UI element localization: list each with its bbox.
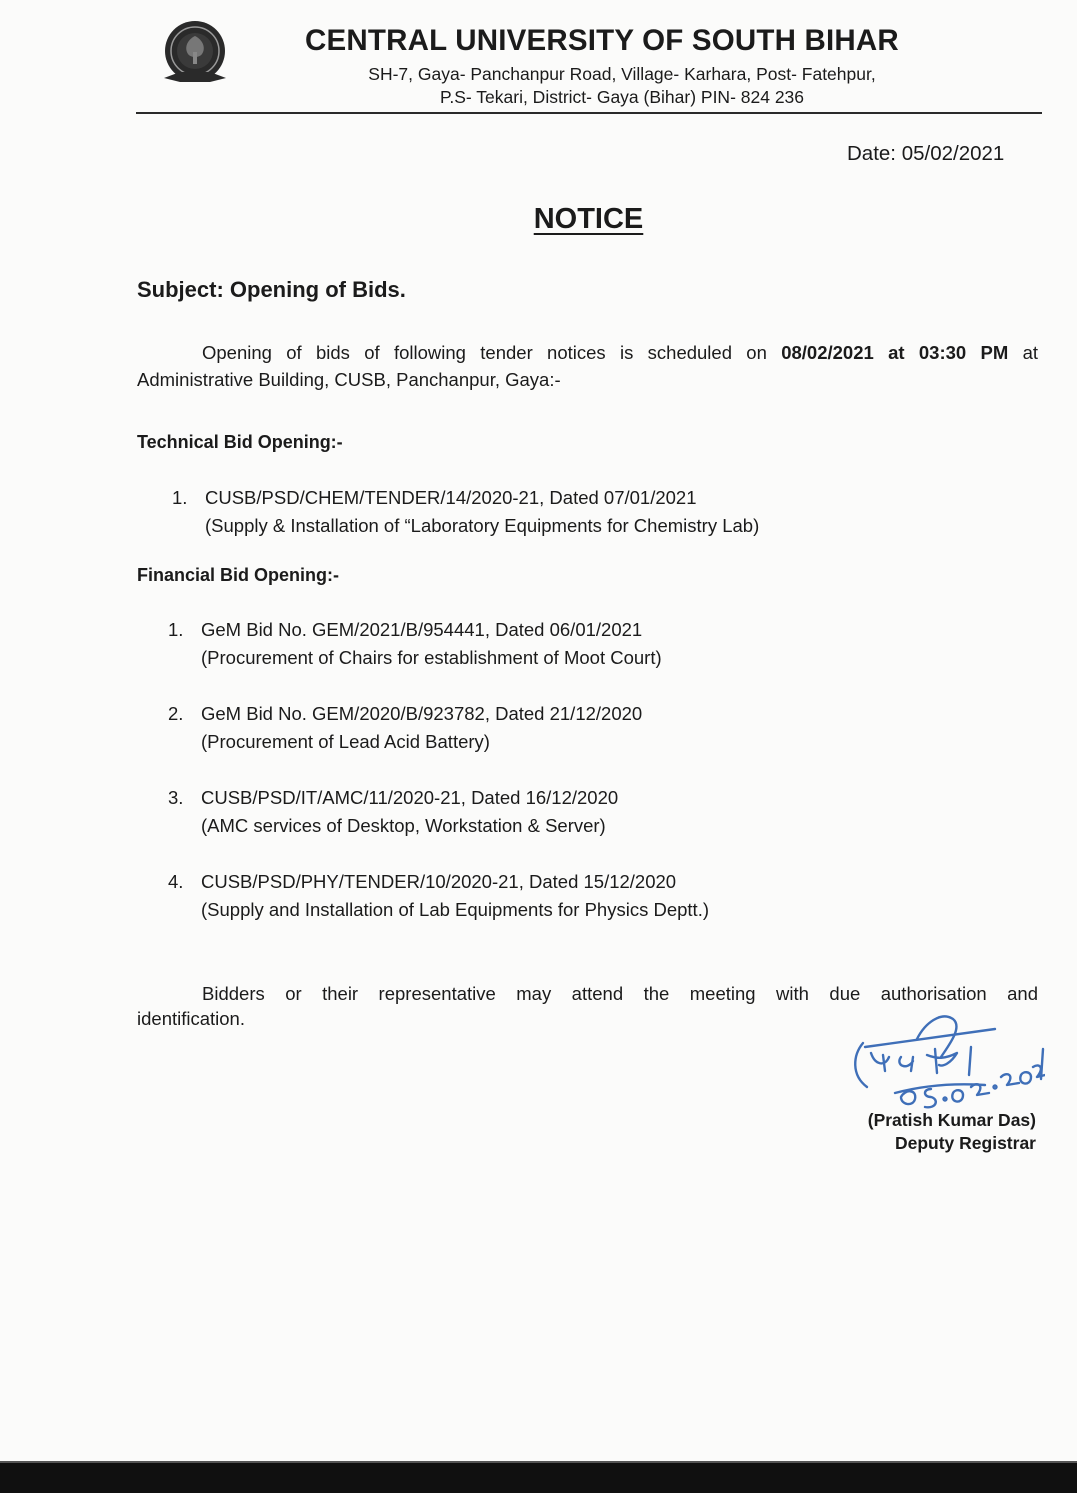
scan-edge-bar	[0, 1463, 1077, 1493]
closing-line-2: identification.	[137, 1008, 245, 1029]
intro-line-2: Administrative Building, CUSB, Panchanpur, Gaya:-	[137, 369, 561, 390]
financial-bid-heading: Financial Bid Opening:-	[137, 565, 339, 585]
item-description: (Supply and Installation of Lab Equipments for Physics Deptt.)	[201, 899, 709, 920]
notice-subject: Subject: Opening of Bids.	[137, 277, 406, 302]
item-reference: CUSB/PSD/IT/AMC/11/2020-21, Dated 16/12/2020	[201, 787, 619, 808]
intro-paragraph	[137, 340, 1038, 365]
item-number: 2.	[168, 703, 184, 724]
item-description: (Supply & Installation of “Laboratory Equipments for Chemistry Lab)	[205, 515, 760, 536]
address-line-2: P.S- Tekari, District- Gaya (Bihar) PIN- 824 236	[439, 87, 805, 107]
intro-text-after: at	[1022, 342, 1038, 363]
item-description: (AMC services of Desktop, Workstation & Server)	[201, 815, 606, 836]
technical-bid-heading: Technical Bid Opening:-	[137, 432, 343, 452]
item-number: 4.	[168, 871, 184, 892]
list-item	[168, 868, 709, 924]
item-reference: CUSB/PSD/CHEM/TENDER/14/2020-21, Dated 07/01/2021	[205, 487, 697, 508]
item-reference: GeM Bid No. GEM/2020/B/923782, Dated 21/12/2020	[201, 703, 643, 724]
item-number: 3.	[168, 787, 184, 808]
university-name: CENTRAL UNIVERSITY OF SOUTH BIHAR	[305, 24, 899, 57]
signatory-name: (Pratish Kumar Das)	[867, 1110, 1036, 1130]
university-logo	[160, 18, 230, 88]
notice-title: NOTICE	[533, 203, 644, 235]
handwritten-signature	[845, 1005, 1045, 1115]
list-item	[168, 616, 662, 672]
item-description: (Procurement of Chairs for establishment of Moot Court)	[201, 647, 662, 668]
signatory-designation: Deputy Registrar	[894, 1133, 1036, 1153]
address-line-1: SH-7, Gaya- Panchanpur Road, Village- Karhara, Post- Fatehpur,	[368, 64, 876, 84]
item-number: 1.	[168, 619, 184, 640]
list-item	[168, 700, 642, 756]
item-number: 1.	[172, 487, 188, 508]
closing-line-1: Bidders or their representative may attend the meeting with due authorisation and	[202, 983, 1038, 1004]
bid-opening-datetime: 08/02/2021 at 03:30 PM	[781, 342, 1009, 363]
list-item	[168, 784, 618, 840]
intro-text-before: Opening of bids of following tender notices is scheduled on	[202, 342, 767, 363]
intro-line-1	[137, 340, 1038, 365]
item-reference: GeM Bid No. GEM/2021/B/954441, Dated 06/01/2021	[201, 619, 643, 640]
notice-date: Date: 05/02/2021	[847, 142, 1005, 165]
item-reference: CUSB/PSD/PHY/TENDER/10/2020-21, Dated 15/12/2020	[201, 871, 677, 892]
item-description: (Procurement of Lead Acid Battery)	[201, 731, 490, 752]
header-divider	[136, 112, 1042, 114]
list-item	[172, 484, 759, 540]
